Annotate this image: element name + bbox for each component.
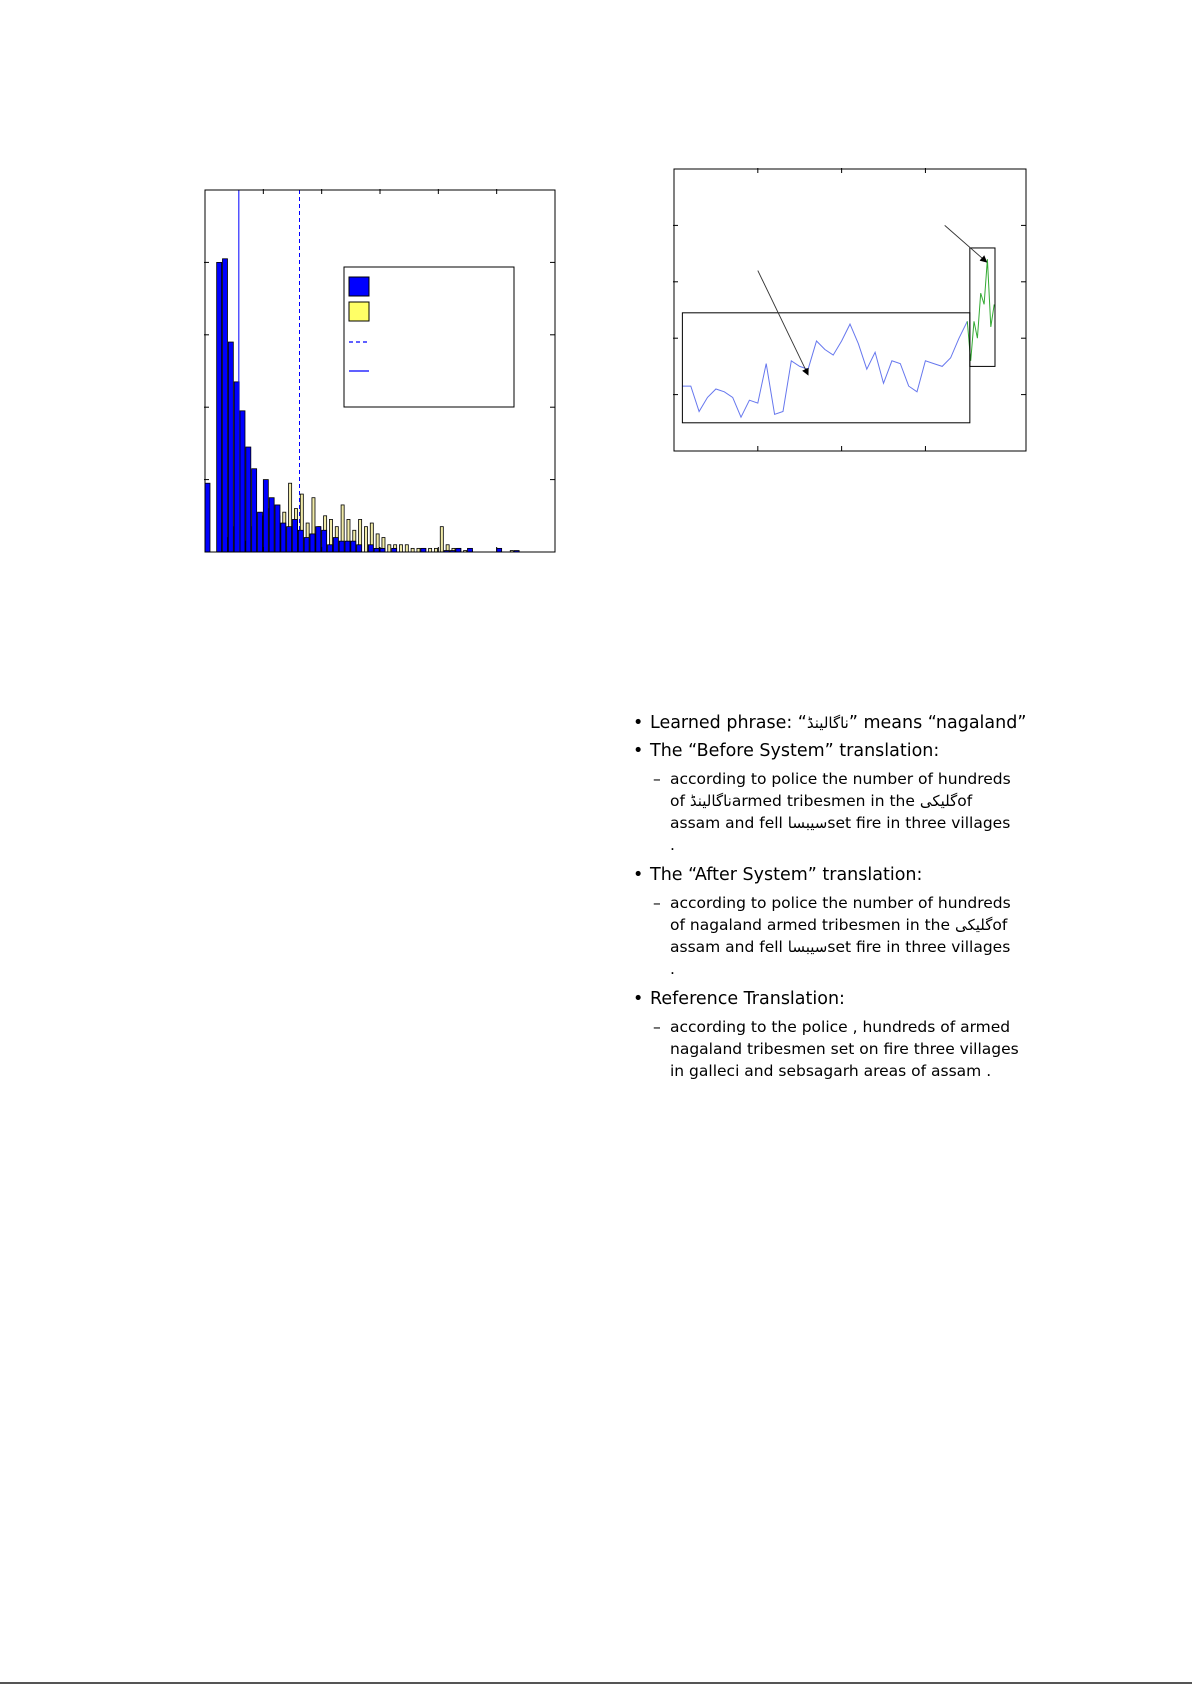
text-segment: The “Before System” translation: bbox=[650, 741, 940, 761]
histogram-bar bbox=[339, 541, 344, 552]
bullet-marker: • bbox=[633, 713, 644, 733]
histogram-bar bbox=[357, 545, 362, 552]
histogram-bar bbox=[252, 469, 257, 552]
text-segment: Reference Translation: bbox=[650, 989, 845, 1009]
text-segment: according to police the number of hundreds of nagaland armed tribesmen in the bbox=[670, 894, 1011, 934]
histogram-bar bbox=[205, 483, 210, 552]
translation-examples bbox=[630, 712, 1060, 1090]
translation-example bbox=[630, 1016, 1060, 1082]
histogram-bar bbox=[269, 498, 274, 552]
text-segment: armed tribesmen in the bbox=[731, 792, 920, 810]
histogram-bar bbox=[380, 548, 385, 552]
histogram-bar bbox=[411, 548, 414, 552]
urdu-word: سیبسا bbox=[787, 938, 828, 956]
urdu-word: سیبسا bbox=[787, 814, 828, 832]
plot-area bbox=[674, 169, 1026, 451]
histogram-bar bbox=[281, 523, 286, 552]
dash-marker: – bbox=[653, 770, 661, 788]
dash-marker: – bbox=[653, 1018, 661, 1036]
histogram-bar bbox=[421, 548, 426, 552]
bullet-item bbox=[630, 988, 1060, 1010]
bullet-marker: • bbox=[633, 741, 644, 761]
histogram-bar bbox=[322, 530, 327, 552]
histogram-bar bbox=[399, 545, 402, 552]
urdu-word: گلیکی bbox=[919, 792, 958, 810]
urdu-word: گلیکی bbox=[954, 916, 993, 934]
histogram-bar bbox=[417, 548, 420, 552]
histogram-bar bbox=[434, 548, 437, 552]
histogram-bar bbox=[223, 259, 228, 552]
histogram-bar bbox=[258, 512, 263, 552]
time-series-chart bbox=[673, 168, 1027, 452]
histogram-bar bbox=[310, 534, 315, 552]
bullet-item bbox=[630, 740, 1060, 762]
histogram-bar bbox=[228, 342, 233, 552]
text-segment: of assam and fell bbox=[670, 916, 1008, 956]
histogram-bar bbox=[316, 527, 321, 552]
translation-example bbox=[630, 892, 1060, 980]
histogram-bar bbox=[497, 548, 502, 552]
page-bottom-rule bbox=[0, 1682, 1192, 1684]
histogram-bar bbox=[468, 548, 473, 552]
text-segment: set fire in three villages . bbox=[670, 814, 1011, 854]
histogram-bar bbox=[328, 545, 333, 552]
histogram-bar bbox=[440, 527, 443, 552]
text-segment: of assam and fell bbox=[670, 792, 973, 832]
translation-example bbox=[630, 768, 1060, 856]
bullet-marker: • bbox=[633, 989, 644, 1009]
text-segment: according to the police , hundreds of armed nagaland tribesmen set on fire three villages in galleci and sebsagarh areas of assam . bbox=[670, 1018, 1019, 1080]
text-segment: Learned phrase: “ bbox=[650, 713, 807, 733]
text-segment: set fire in three villages . bbox=[670, 938, 1011, 978]
text-segment: according to police the number of hundreds of bbox=[670, 770, 1011, 810]
legend bbox=[344, 267, 514, 407]
urdu-word: ناگالینڈ bbox=[689, 792, 732, 810]
histogram-bar bbox=[351, 541, 356, 552]
histogram-bar bbox=[392, 548, 397, 552]
histogram-bar bbox=[275, 505, 280, 552]
text-segment: The “After System” translation: bbox=[650, 865, 923, 885]
histogram-bar bbox=[405, 545, 408, 552]
bullet-marker: • bbox=[633, 865, 644, 885]
histogram-bar bbox=[388, 545, 391, 552]
text-segment: ” means “nagaland” bbox=[848, 713, 1027, 733]
dash-marker: – bbox=[653, 894, 661, 912]
bullet-item bbox=[630, 864, 1060, 886]
legend-swatch bbox=[349, 302, 369, 321]
histogram-bar bbox=[304, 538, 309, 552]
histogram-bar bbox=[429, 548, 432, 552]
legend-swatch bbox=[349, 277, 369, 296]
histogram-bar bbox=[287, 527, 292, 552]
histogram-bar bbox=[368, 545, 373, 552]
histogram-chart bbox=[204, 189, 556, 553]
urdu-word: ناگالینڈ bbox=[806, 714, 849, 732]
histogram-bar bbox=[456, 548, 461, 552]
histogram-bar bbox=[263, 480, 268, 552]
histogram-bar bbox=[246, 447, 251, 552]
histogram-bar bbox=[345, 541, 350, 552]
histogram-bar bbox=[217, 262, 222, 552]
histogram-bar bbox=[293, 519, 298, 552]
histogram-bar bbox=[364, 527, 367, 552]
histogram-bar bbox=[333, 538, 338, 552]
histogram-bar bbox=[374, 548, 379, 552]
bullet-item bbox=[630, 712, 1060, 734]
histogram-bar bbox=[240, 411, 245, 552]
